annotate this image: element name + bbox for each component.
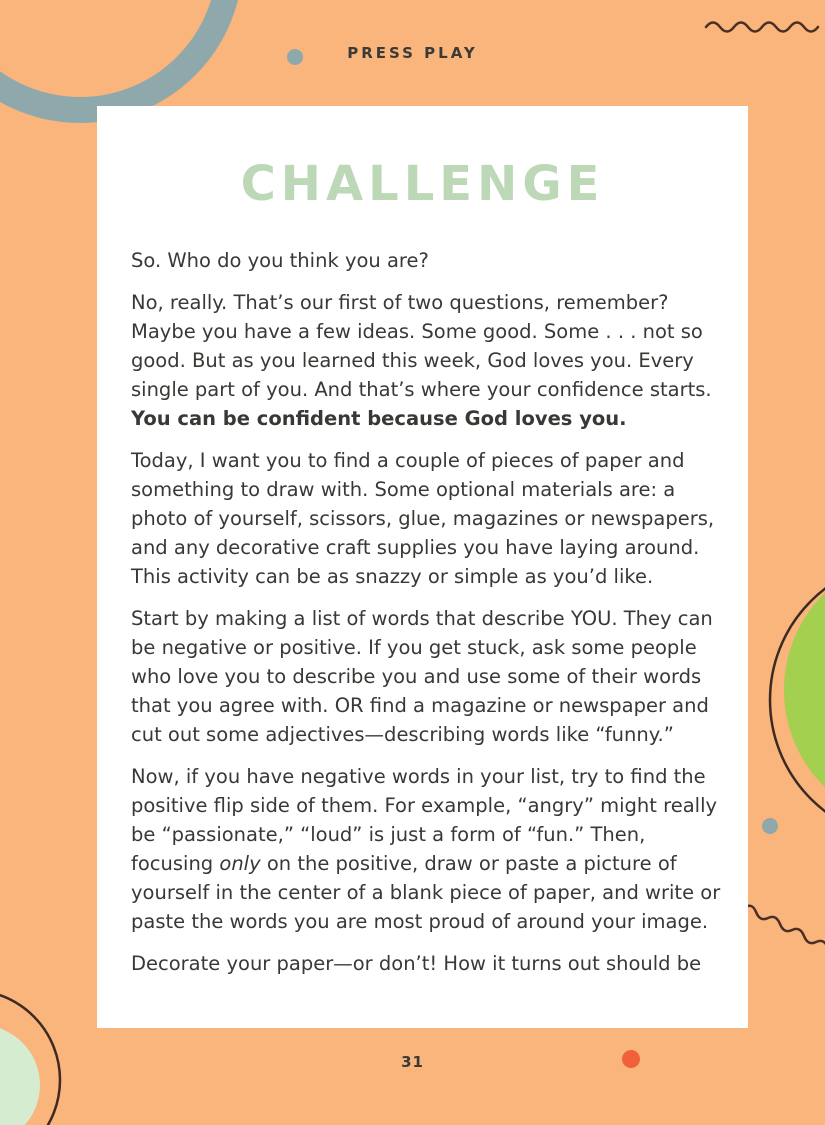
emphasis-only: only [219,852,261,875]
body-text [131,246,731,991]
paragraph-6: Decorate your paper—or don’t! How it turns out should be [131,952,702,975]
paragraph-5: Now, if you have negative words in your list, try to find the positive flip side of them. For example, “angry” might really be “passionate,” “loud” is just a form of “fun.” Then, focusing only on the positive, draw or paste a picture of yourself in the center of a blank piece of paper, and write or paste the words you are most proud of around your image. [131,765,721,933]
paragraph-1: So. Who do you think you are? [131,249,429,272]
bold-statement: You can be confident because God loves you. [131,407,627,430]
page-title: CHALLENGE [240,156,605,212]
page-number: 31 [401,1053,424,1071]
gray-dot-right-shape [762,818,778,834]
paragraph-3: Today, I want you to find a couple of pieces of paper and something to draw with. Some optional materials are: a photo of yourself, scissors, glue, magazines or newspapers, and any decorative craft supplies you have laying around. This activity can be as snazzy or simple as you’d like. [131,449,715,588]
squiggle-top-right-shape [706,23,818,32]
paragraph-2: No, really. That’s our first of two questions, remember? Maybe you have a few ideas. Some good. Some . . . not so good. But as you learned this week, God loves you. Every single part of you. And that’s where your confidence starts. You can be confident because God loves you. [131,291,712,430]
section-header: PRESS PLAY [347,44,478,62]
content-card [97,106,748,1028]
mint-circle-shape [0,1025,40,1125]
squiggle-right-shape [744,906,825,960]
paragraph-4: Start by making a list of words that describe YOU. They can be negative or positive. If you get stuck, ask some people who love you to describe you and use some of their words that you agree with. OR find a magazine or newspaper and cut out some adjectives—describing words like “funny.” [131,607,713,746]
